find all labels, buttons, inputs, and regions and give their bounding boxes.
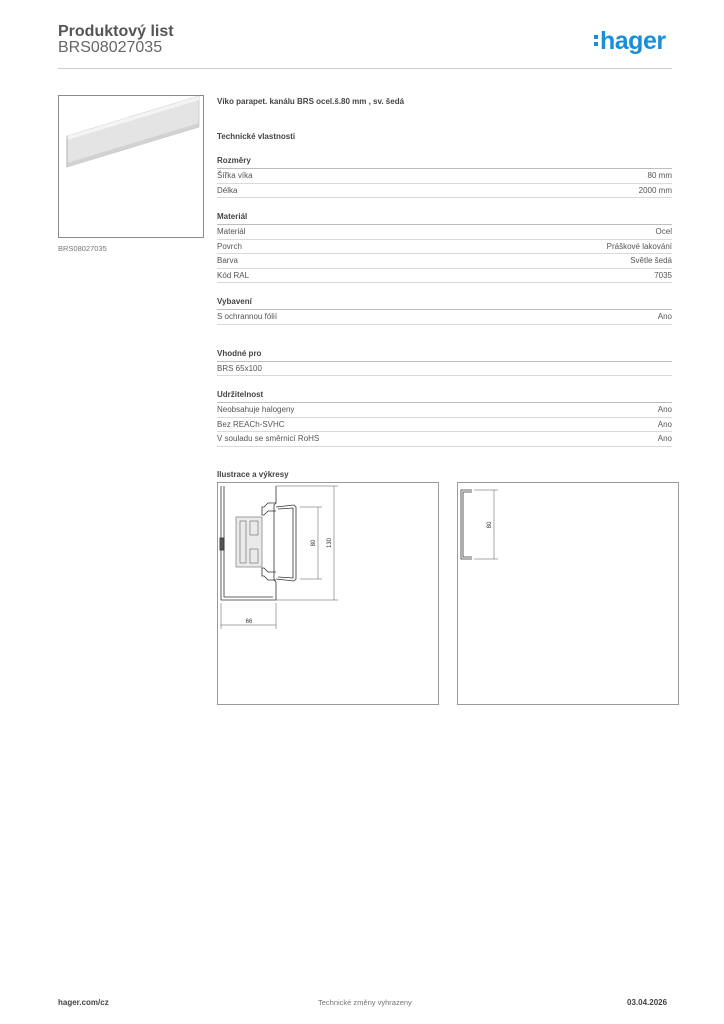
footer-disclaimer: Technické změny vyhrazeny xyxy=(318,998,412,1007)
product-code: BRS08027035 xyxy=(58,39,163,56)
spec-value: Ano xyxy=(657,405,672,414)
spec-row xyxy=(217,418,672,433)
spec-label: V souladu se směrnicí RoHS xyxy=(217,434,320,443)
spec-label: Materiál xyxy=(217,227,246,236)
dim-inner-label: 80 xyxy=(311,539,317,547)
cross-section-drawing xyxy=(217,482,439,705)
logo-text: hager xyxy=(600,27,666,55)
spec-label: S ochrannou fólií xyxy=(217,312,278,321)
spec-row xyxy=(217,269,672,284)
image-caption: BRS08027035 xyxy=(58,244,107,253)
spec-label: Kód RAL xyxy=(217,270,250,280)
logo-dots-icon xyxy=(594,35,598,49)
spec-row xyxy=(217,362,672,377)
spec-label: Bez REACh-SVHC xyxy=(217,419,285,429)
group-title-equipment: Vybavení xyxy=(217,297,672,310)
spec-value: Světle šedá xyxy=(630,256,672,265)
spec-label: Neobsahuje halogeny xyxy=(217,405,295,414)
cover-profile-image xyxy=(59,96,203,237)
group-title-sustainability: Udržitelnost xyxy=(217,390,672,403)
spec-row xyxy=(217,184,672,199)
group-title-dimensions: Rozměry xyxy=(217,156,672,169)
page-title: Produktový list xyxy=(58,23,174,40)
spec-row xyxy=(217,254,672,269)
group-title-suitable: Vhodné pro xyxy=(217,349,672,362)
spec-label: Šířka víka xyxy=(217,171,253,180)
footer-date: 03.04.2026 xyxy=(627,998,668,1007)
header-divider xyxy=(58,68,672,69)
spec-value: Ocel xyxy=(655,227,672,236)
illustrations-title: Ilustrace a výkresy xyxy=(217,469,289,479)
spec-row xyxy=(217,240,672,255)
spec-label: Délka xyxy=(217,185,238,195)
cover-profile-drawing xyxy=(457,482,679,705)
spec-value: 7035 xyxy=(654,270,672,280)
spec-value: Práškové lakování xyxy=(606,241,672,251)
dim-total-label: 130 xyxy=(327,537,333,549)
hager-logo xyxy=(594,27,666,56)
spec-value: Ano xyxy=(657,312,672,321)
spec-label: Povrch xyxy=(217,241,242,251)
cover-profile-svg xyxy=(458,483,678,704)
spec-row xyxy=(217,310,672,325)
spec-value: 80 mm xyxy=(647,171,672,180)
spec-row xyxy=(217,403,672,418)
spec-label: BRS 65x100 xyxy=(217,363,262,373)
spec-value: Ano xyxy=(657,434,672,443)
footer-website-link[interactable]: hager.com/cz xyxy=(58,998,109,1007)
spec-value: 2000 mm xyxy=(638,185,672,195)
cross-section-svg xyxy=(218,483,438,704)
product-title: Víko parapet. kanálu BRS ocel.š.80 mm , sv. šedá xyxy=(217,97,405,106)
dim-width-label: 66 xyxy=(245,619,253,625)
spec-row xyxy=(217,225,672,240)
product-image xyxy=(58,95,204,238)
product-details xyxy=(217,97,672,479)
spec-row xyxy=(217,432,672,447)
group-title-material: Materiál xyxy=(217,212,672,225)
spec-value: Ano xyxy=(657,419,672,429)
technical-title: Technické vlastnosti xyxy=(217,132,296,141)
spec-label: Barva xyxy=(217,256,238,265)
spec-row xyxy=(217,169,672,184)
dim-height-label: 80 xyxy=(487,521,493,529)
